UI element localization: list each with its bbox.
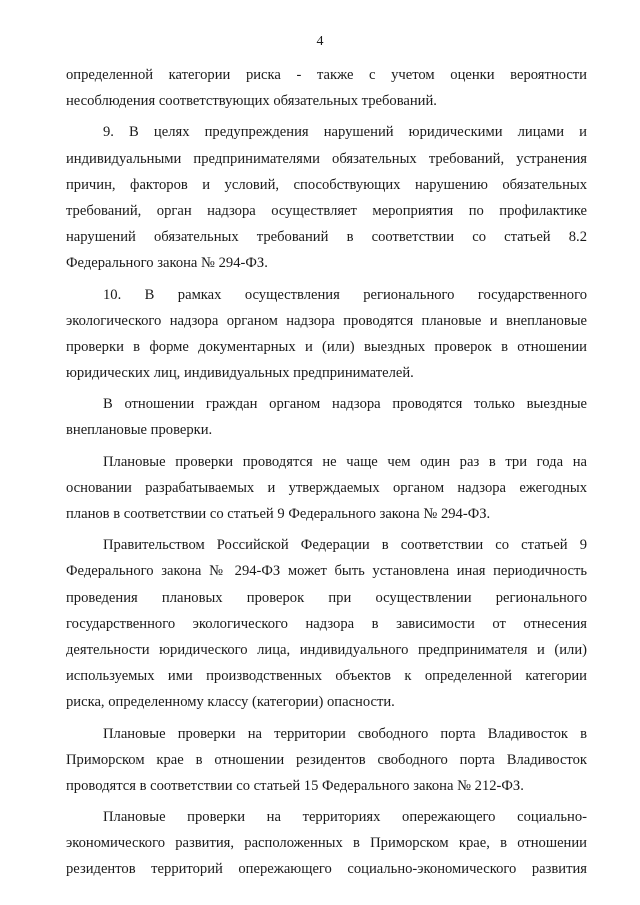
text-line: Правительством Российской Федерации в соответствии со статьей 9 <box>103 537 587 554</box>
text-line: основании разрабатываемых и утверждаемых органом надзора ежегодных <box>66 479 587 496</box>
paragraph-citizens <box>66 391 587 443</box>
text-line: экономического развития, расположенных в Приморском крае, в отношении <box>66 835 587 852</box>
paragraph-item-10 <box>66 282 587 387</box>
text-line: 10. В рамках осуществления регионального государственного <box>103 286 587 303</box>
paragraph-continuation <box>66 62 587 114</box>
text-line: юридических лиц, индивидуальных предпринимателей. <box>66 365 414 382</box>
paragraph-government <box>66 532 587 715</box>
text-line: Федерального закона № 294-ФЗ. <box>66 255 268 272</box>
page-number: 4 <box>316 34 324 49</box>
text-line: Плановые проверки на территориях опережающего социально- <box>103 809 587 826</box>
text-line: планов в соответствии со статьей 9 Федерального закона № 294-ФЗ. <box>66 506 491 522</box>
text-line: проверки в форме документарных и (или) выездных проверок в отношении <box>66 338 587 355</box>
paragraph-vladivostok <box>66 721 587 800</box>
text-line: деятельности юридического лица, индивидуального предпринимателя и (или) <box>66 641 587 658</box>
text-line: проводятся в соответствии со статьей 15 Федерального закона № 212-ФЗ. <box>66 777 524 794</box>
text-line: Плановые проверки на территории свободного порта Владивосток в <box>103 725 587 742</box>
text-line: государственного экологического надзора в зависимости от отнесения <box>66 615 587 632</box>
text-line: используемых ими производственных объектов к определенной категории <box>66 668 587 685</box>
text-line: риска, определенному классу (категории) опасности. <box>66 694 395 711</box>
text-line: индивидуальными предпринимателями обязательных требований, устранения <box>66 150 587 167</box>
text-line: требований, орган надзора осуществляет мероприятия по профилактике <box>66 202 587 219</box>
text-line: Плановые проверки проводятся не чаще чем один раз в три года на <box>103 453 587 470</box>
text-line: 9. В целях предупреждения нарушений юридическими лицами и <box>103 124 587 141</box>
text-line: внеплановые проверки. <box>66 422 213 439</box>
text-line: В отношении граждан органом надзора проводятся только выездные <box>103 396 587 413</box>
document-body <box>66 62 587 883</box>
text-line: Федерального закона № 294-ФЗ может быть установлена иная периодичность <box>66 563 587 580</box>
text-line: несоблюдения соответствующих обязательных требований. <box>66 93 437 110</box>
text-line: определенной категории риска - также с учетом оценки вероятности <box>66 67 587 83</box>
text-line: экологического надзора органом надзора проводятся плановые и внеплановые <box>66 312 587 329</box>
paragraph-frequency <box>66 449 587 528</box>
text-line: резидентов территорий опережающего социально-экономического развития <box>66 861 587 878</box>
text-line: причин, факторов и условий, способствующих нарушению обязательных <box>66 176 587 193</box>
paragraph-item-9 <box>66 119 587 276</box>
text-line: нарушений обязательных требований в соответствии со статьей 8.2 <box>66 229 587 246</box>
text-line: проведения плановых проверок при осуществлении регионального <box>66 589 587 606</box>
paragraph-tor <box>66 804 587 883</box>
text-line: Приморском крае в отношении резидентов свободного порта Владивосток <box>66 751 587 768</box>
